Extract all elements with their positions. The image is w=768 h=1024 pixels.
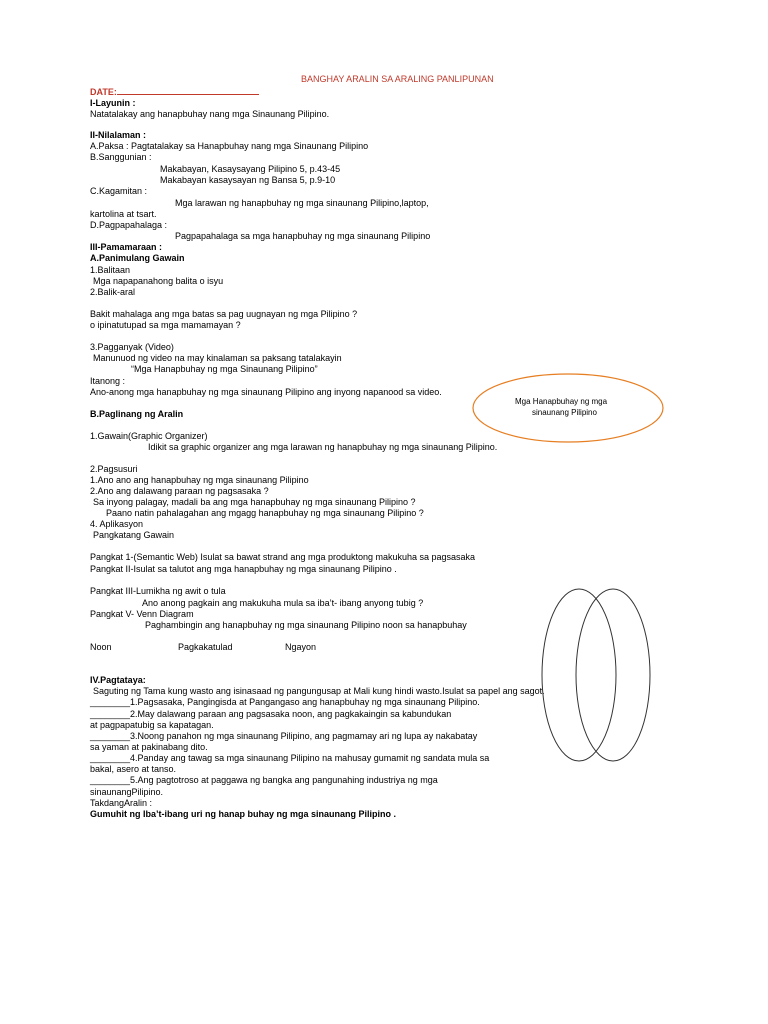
- line: bakal, asero at tanso.: [90, 764, 177, 774]
- comparison-noon: Noon: [90, 642, 112, 652]
- line: Natatalakay ang hanapbuhay nang mga Sinaunang Pilipino.: [90, 109, 330, 119]
- line: sa yaman at pakinabang dito.: [90, 742, 208, 752]
- line: A.Panimulang Gawain: [90, 253, 185, 263]
- line: Pagpapahalaga sa mga hanapbuhay ng mga sinaunang Pilipino: [175, 231, 431, 241]
- line: Mga larawan ng hanapbuhay ng mga sinaunang Pilipino,laptop,: [175, 198, 429, 208]
- line: ________1.Pagsasaka, Pangingisda at Pangangaso ang hanapbuhay ng mga sinaunang Pilipino.: [90, 697, 480, 707]
- line: Pangkat 1-(Semantic Web) Isulat sa bawat strand ang mga produktong makukuha sa pagsasaka: [90, 552, 476, 562]
- line: I-Layunin :: [90, 98, 136, 108]
- line: Idikit sa graphic organizer ang mga larawan ng hanapbuhay ng mga sinaunang Pilipino.: [148, 442, 498, 452]
- line: Paano natin pahalagahan ang mgagg hanapbuhay ng mga sinaunang Pilipino ?: [106, 508, 424, 518]
- oval-label-line1: Mga Hanapbuhay ng mga: [515, 397, 608, 406]
- line: Ano anong pagkain ang makukuha mula sa iba’t- ibang anyong tubig ?: [142, 598, 424, 608]
- line: 1.Balitaan: [90, 265, 131, 275]
- line: Saguting ng Tama kung wasto ang isinasaad ng pangungusap at Mali kung hindi wasto.Isulat sa papel ang sagot.: [93, 686, 545, 696]
- line: Gumuhit ng Iba’t-ibang uri ng hanap buhay ng mga sinaunang Pilipino .: [90, 809, 396, 819]
- line: 1.Gawain(Graphic Organizer): [90, 431, 208, 441]
- line: Pangkat III-Lumikha ng awit o tula: [90, 586, 226, 596]
- line: ________3.Noong panahon ng mga sinaunang Pilipino, ang pagmamay ari ng lupa ay nakabatay: [90, 731, 478, 741]
- comparison-ngayon: Ngayon: [285, 642, 317, 652]
- line: 2.Ano ang dalawang paraan ng pagsasaka ?: [90, 486, 269, 496]
- line: ________4.Panday ang tawag sa mga sinaunang Pilipino na mahusay gumamit ng sandata mula sa: [90, 753, 490, 763]
- line: Pangkat V- Venn Diagram: [90, 609, 194, 619]
- line: Itanong :: [90, 376, 126, 386]
- line: Bakit mahalaga ang mga batas sa pag uugnayan ng mga Pilipino ?: [90, 309, 358, 319]
- line: 4. Aplikasyon: [90, 519, 144, 529]
- line: Mga napapanahong balita o isyu: [93, 276, 224, 286]
- line: II-Nilalaman :: [90, 130, 147, 140]
- line: Sa inyong palagay, madali ba ang mga hanapbuhay ng mga sinaunang Pilipino ?: [93, 497, 416, 507]
- line: “Mga Hanapbuhay ng mga Sinaunang Pilipino”: [131, 364, 318, 374]
- line: B.Paglinang ng Aralin: [90, 409, 184, 419]
- line: Makabayan, Kasaysayang Pilipino 5, p.43-45: [160, 164, 341, 174]
- line: Ano-anong mga hanapbuhay ng mga sinaunang Pilipino ang inyong napanood sa video.: [90, 387, 442, 397]
- line: D.Pagpapahalaga :: [90, 220, 168, 230]
- line: at pagpapatubig sa kapatagan.: [90, 720, 214, 730]
- line: Pangkatang Gawain: [93, 530, 175, 540]
- line: 3.Pagganyak (Video): [90, 342, 174, 352]
- line: Paghambingin ang hanapbuhay ng mga sinaunang Pilipino noon sa hanapbuhay: [145, 620, 467, 630]
- line: TakdangAralin :: [90, 798, 153, 808]
- line: Manunuod ng video na may kinalaman sa paksang tatalakayin: [93, 353, 342, 363]
- document-title: BANGHAY ARALIN SA ARALING PANLIPUNAN: [301, 74, 494, 84]
- line: kartolina at tsart.: [90, 209, 157, 219]
- line: III-Pamamaraan :: [90, 242, 163, 252]
- date-label: DATE:: [90, 87, 117, 97]
- line: C.Kagamitan :: [90, 186, 148, 196]
- line: sinaunangPilipino.: [90, 787, 164, 797]
- line: ________5.Ang pagtotroso at paggawa ng bangka ang pangunahing industriya ng mga: [90, 775, 438, 785]
- venn-right-circle: [576, 589, 650, 761]
- line: A.Paksa : Pagtatalakay sa Hanapbuhay nang mga Sinaunang Pilipino: [90, 141, 369, 151]
- line: IV.Pagtataya:: [90, 675, 146, 685]
- comparison-pagkakatulad: Pagkakatulad: [178, 642, 233, 652]
- venn-left-circle: [542, 589, 616, 761]
- line: 2.Balik-aral: [90, 287, 136, 297]
- line: Makabayan kasaysayan ng Bansa 5, p.9-10: [160, 175, 336, 185]
- line: ________2.May dalawang paraan ang pagsasaka noon, ang pagkakaingin sa kabundukan: [90, 709, 452, 719]
- line: B.Sanggunian :: [90, 152, 152, 162]
- oval-label-line2: sinaunang Pilipino: [532, 408, 597, 417]
- line: Pangkat II-Isulat sa talutot ang mga hanapbuhay ng mga sinaunang Pilipino .: [90, 564, 397, 574]
- line: 2.Pagsusuri: [90, 464, 138, 474]
- line: 1.Ano ano ang hanapbuhay ng mga sinaunang Pilipino: [90, 475, 309, 485]
- line: o ipinatutupad sa mga mamamayan ?: [90, 320, 241, 330]
